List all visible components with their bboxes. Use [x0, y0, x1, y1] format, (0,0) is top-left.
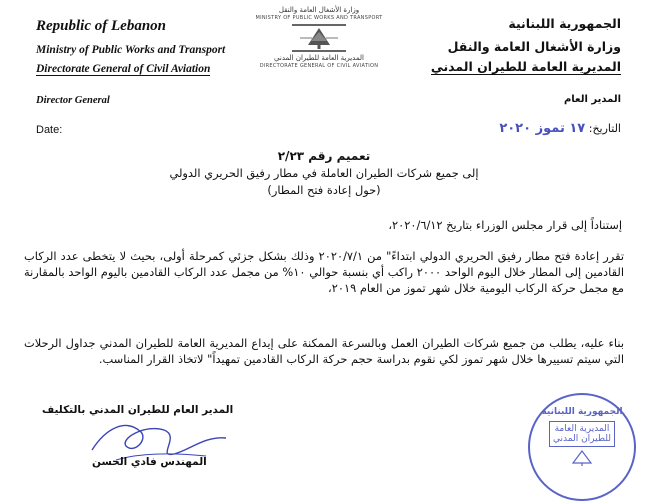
- signature-title: المدير العام للطيران المدني بالتكليف: [42, 404, 234, 416]
- date-label-ar: التاريخ:: [588, 122, 621, 135]
- stamp-inner-box: [549, 421, 615, 447]
- circular-paragraph-2: بناء عليه، يطلب من جميع شركات الطيران العمل وبالسرعة الممكنة على إيداع المديرية العامة للطيران المدني جداول الرحلات التي سيتم تسييرها خلال شهر تموز لكي نقوم بدراسة حجم حركة الركاب القادمين تمهيداً" لاتخاذ القرار المناسب.: [24, 336, 624, 366]
- date-label-en: Date:: [36, 124, 63, 136]
- director-general-ar: المدير العام: [563, 94, 621, 105]
- header-ar-republic: الجمهورية اللبنانية: [508, 16, 621, 31]
- cedar-tree-icon: [292, 26, 346, 50]
- stamp-line-1: الجمهورية اللبنانية: [541, 407, 623, 417]
- crest-arabic-top: وزارة الأشغال العامة والنقل: [278, 6, 360, 14]
- director-general-en: Director General: [36, 95, 110, 106]
- circular-addressee: إلى جميع شركات الطيران العاملة في مطار رفيق الحريري الدولي: [169, 166, 479, 180]
- header-en-ministry: Ministry of Public Works and Transport: [36, 44, 226, 56]
- date-row-ar: [499, 121, 621, 136]
- date-value-ar: ١٧ تموز ٢٠٢٠: [499, 121, 586, 136]
- circular-paragraph-1: تقرر إعادة فتح مطار رفيق الحريري الدولي ابتداءً" من ٢٠٢٠/٧/١ وذلك بشكل جزئي كمرحلة أولى، بحيث لا يتخطى عدد الركاب القادمين إلى المطار خلال اليوم الواحد ٢٠٠٠ راكب أي بنسبة حوالي ١٠% من مجمل عدد الركاب القادمين باليوم الواحد بالمقارنة مع مجمل حركة الركاب اليومية خلال شهر تموز من العام ٢٠١٩،: [24, 249, 624, 295]
- signature-name: المهندس فادي الحسن: [92, 456, 207, 468]
- circular-subject: (حول إعادة فتح المطار): [267, 183, 381, 197]
- crest-english-top: MINISTRY OF PUBLIC WORKS AND TRANSPORT: [255, 15, 383, 21]
- stamp-line-3: للطيران المدني: [553, 434, 611, 444]
- crest-arabic-bottom: المديرية العامة للطيران المدني: [274, 54, 364, 62]
- cedar-emblem: [292, 24, 346, 52]
- stamp-cedar-icon: [567, 450, 597, 466]
- crest-english-bottom: DIRECTORATE GENERAL OF CIVIL AVIATION: [259, 63, 379, 69]
- header-en-directorate: Directorate General of Civil Aviation: [36, 63, 211, 75]
- ministry-crest: [244, 6, 394, 70]
- circular-title: تعميم رقم ٢/٢٣: [277, 149, 371, 163]
- circular-reference: إستناداً إلى قرار مجلس الوزراء بتاريخ ٢٠٢٠/٦/١٢،: [388, 218, 622, 232]
- stamp-line-2: المديرية العامة: [554, 424, 610, 434]
- header-ar-directorate: المديرية العامة للطيران المدني: [430, 59, 621, 74]
- header-ar-ministry: وزارة الأشغال العامة والنقل: [447, 39, 621, 54]
- header-en-republic: Republic of Lebanon: [36, 18, 166, 34]
